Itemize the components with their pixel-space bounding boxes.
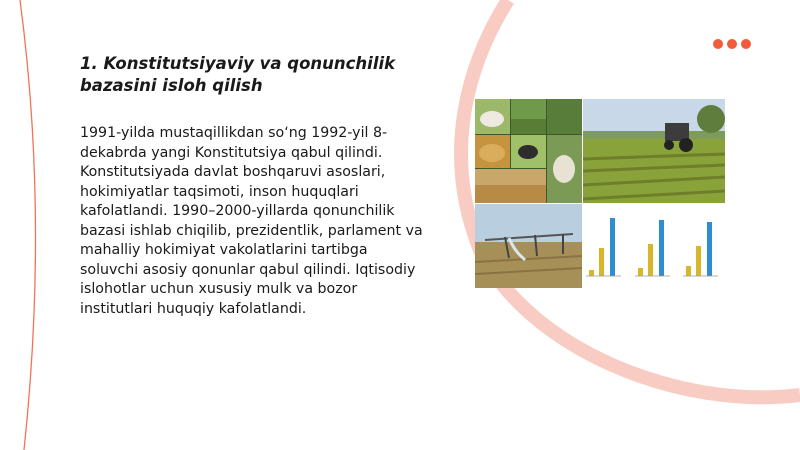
slide-title: 1. Konstitutsiyaviy va qonunchilik bazasini isloh qilish xyxy=(80,54,396,95)
livestock-collage-image xyxy=(475,99,582,203)
irrigation-sprinkler-image xyxy=(475,204,582,288)
menu-dots-icon[interactable] xyxy=(713,39,751,49)
slide-body-text: 1991-yilda mustaqillikdan so‘ng 1992-yil 8-dekabrda yangi Konstitutsiya qabul qilindi. Konstitutsiyada davlat boshqaruvi asoslari, hokimiyatlar taqsimoti, inson huquqlari kafolatlandi. 1990–2000-yillarda qonunchilik bazasi ishlab chiqilib, prezidentlik, parlament va mahalliy hokimiyat vakolatlarini tartibga soluvchi asosiy qonunlar qabul qilindi. Iqtisodiy islohotlar uchun xususiy mulk va bozor institutlari huquqiy kafolatlandi. xyxy=(80,125,423,317)
bar-charts-image xyxy=(583,204,725,288)
tractor-field-image xyxy=(583,99,725,203)
